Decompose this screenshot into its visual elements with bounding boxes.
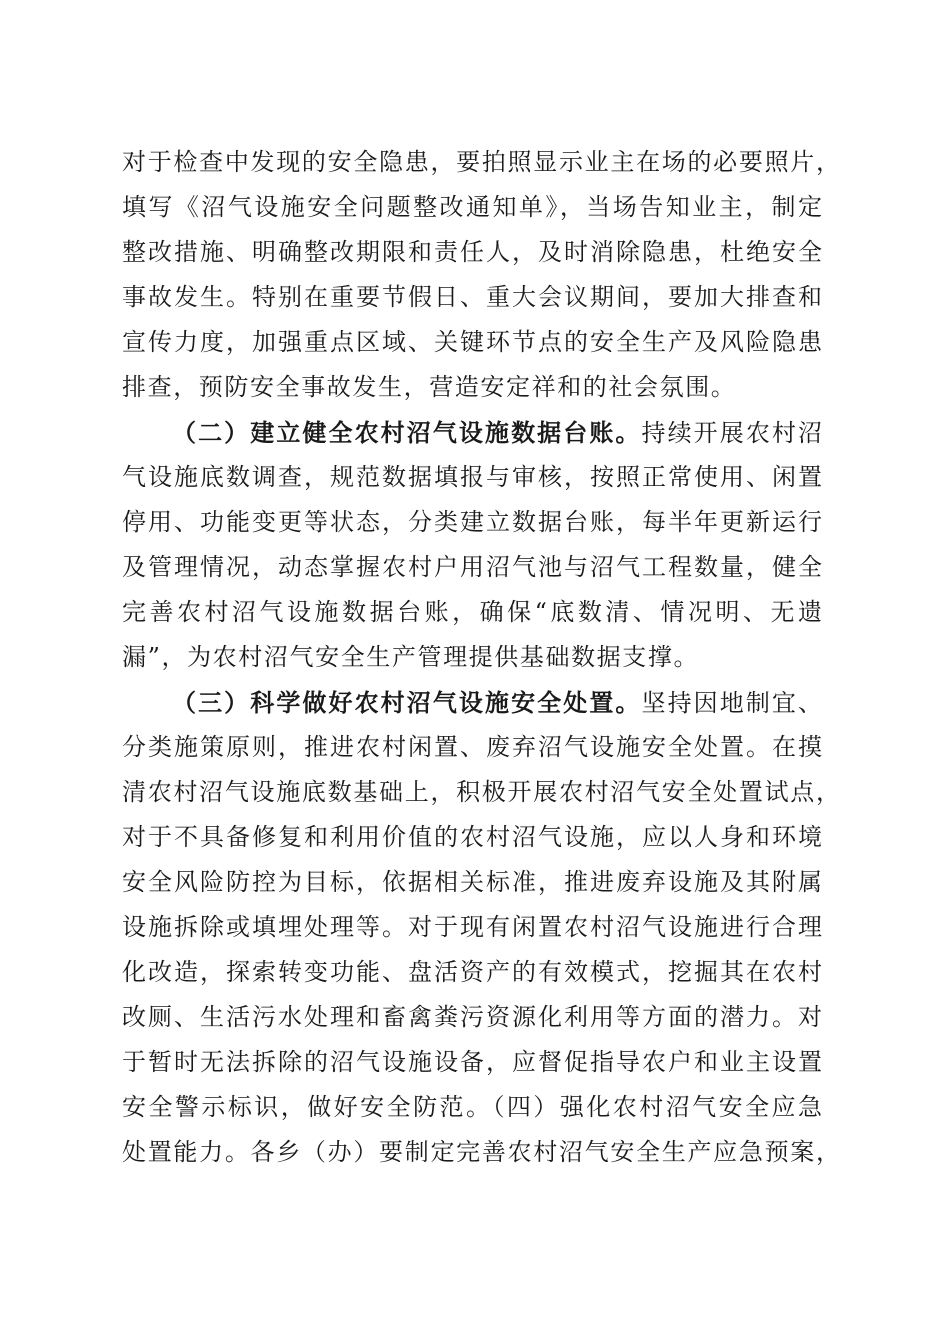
text-line: 事故发生。特别在重要节假日、重大会议期间，要加大排查和 xyxy=(122,283,822,311)
text-line: 对于检查中发现的安全隐患，要拍照显示业主在场的必要照片， xyxy=(122,148,840,176)
text-line xyxy=(172,410,822,455)
text-line: 排查，预防安全事故发生，营造安定祥和的社会氛围。 xyxy=(122,373,737,401)
text-line: 化改造，探索转变功能、盘活资产的有效模式，挖掘其在农村 xyxy=(122,958,822,986)
text-line: 整改措施、明确整改期限和责任人，及时消除隐患，杜绝安全 xyxy=(122,238,822,266)
text-line: 处置能力。各乡（办）要制定完善农村沼气安全生产应急预案， xyxy=(122,1138,840,1166)
text-line: 停用、功能变更等状态，分类建立数据台账，每半年更新运行 xyxy=(122,508,822,536)
text-span: 坚持因地制宜、 xyxy=(641,689,822,717)
paragraph-3 xyxy=(122,680,842,1175)
paragraph-1 xyxy=(122,140,842,410)
text-line xyxy=(172,680,822,725)
document-body xyxy=(122,140,842,1175)
text-line: 分类施策原则，推进农村闲置、废弃沼气设施安全处置。在摸 xyxy=(122,733,822,761)
paragraph-2 xyxy=(122,410,842,680)
text-line: 设施拆除或填埋处理等。对于现有闲置农村沼气设施进行合理 xyxy=(122,913,822,941)
text-line: 安全风险防控为目标，依据相关标准，推进废弃设施及其附属 xyxy=(122,868,822,896)
section-heading: （三）科学做好农村沼气设施安全处置。 xyxy=(172,688,642,717)
text-line: 漏”，为农村沼气安全生产管理提供基础数据支撑。 xyxy=(122,643,700,671)
text-span: 持续开展农村沼 xyxy=(641,419,822,447)
text-line: 及管理情况，动态掌握农村户用沼气池与沼气工程数量，健全 xyxy=(122,553,822,581)
text-line: 对于不具备修复和利用价值的农村沼气设施，应以人身和环境 xyxy=(122,823,822,851)
text-line: 宣传力度，加强重点区域、关键环节点的安全生产及风险隐患 xyxy=(122,328,822,356)
text-line: 气设施底数调查，规范数据填报与审核，按照正常使用、闲置 xyxy=(122,463,822,491)
text-line: 安全警示标识，做好安全防范。（四）强化农村沼气安全应急 xyxy=(122,1093,822,1121)
text-line: 改厕、生活污水处理和畜禽粪污资源化利用等方面的潜力。对 xyxy=(122,1003,822,1031)
text-line: 清农村沼气设施底数基础上，积极开展农村沼气安全处置试点， xyxy=(122,778,840,806)
section-heading: （二）建立健全农村沼气设施数据台账。 xyxy=(172,418,642,447)
text-line: 于暂时无法拆除的沼气设施设备，应督促指导农户和业主设置 xyxy=(122,1048,822,1076)
text-line: 填写《沼气设施安全问题整改通知单》，当场告知业主，制定 xyxy=(122,193,822,221)
text-line: 完善农村沼气设施数据台账，确保“底数清、情况明、无遗 xyxy=(122,598,822,626)
